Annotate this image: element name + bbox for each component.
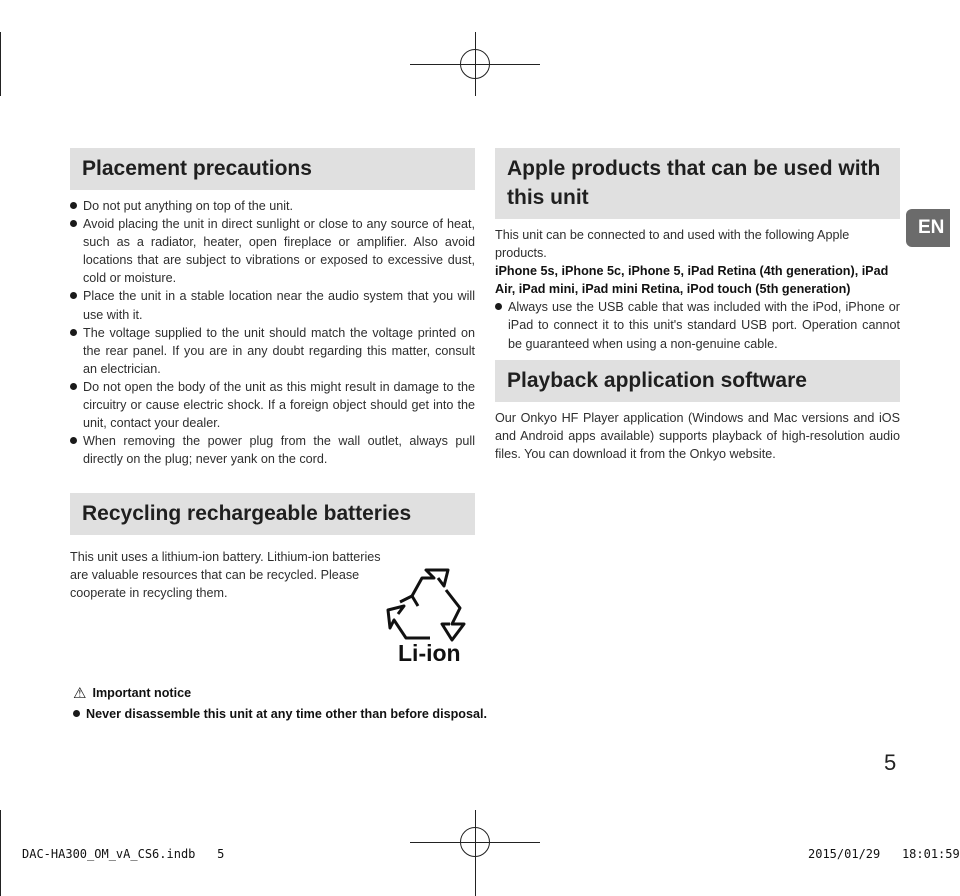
placement-item: When removing the power plug from the wall outlet, always pull directly on the plug; never yank on the cord. — [70, 432, 475, 468]
apple-models: iPhone 5s, iPhone 5c, iPhone 5, iPad Retina (4th generation), iPad Air, iPad mini, iPad mini Retina, iPod touch (5th generation) — [495, 264, 889, 297]
placement-item: Do not put anything on top of the unit. — [70, 197, 475, 215]
apple-intro: This unit can be connected to and used with the following Apple products. — [495, 228, 850, 261]
important-notice-title: Important notice — [92, 686, 192, 700]
recycling-logo — [386, 566, 470, 670]
placement-list-container — [70, 197, 475, 468]
apple-usb-note: Always use the USB cable that was included with the iPod, iPhone or iPad to connect it to this unit's standard USB port. Operation cannot be guaranteed when using a non-genuine cable. — [495, 298, 900, 352]
placement-item: Do not open the body of the unit as this might result in damage to the circuitry or cause electric shock. If a foreign object should get into the unit, contact your dealer. — [70, 378, 475, 432]
li-ion-label: Li-ion — [398, 640, 461, 666]
playback-text: Our Onkyo HF Player application (Windows and Mac versions and iOS and Android apps available) supports playback of high-resolution audio files. You can download it from the Onkyo website. — [495, 411, 900, 462]
crop-mark-top-left — [0, 32, 1, 96]
registration-mark-bottom-circle — [460, 827, 490, 857]
registration-mark-top-circle — [460, 49, 490, 79]
footer-time: 18:01:59 — [901, 847, 960, 861]
placement-item: The voltage supplied to the unit should match the voltage printed on the rear panel. If you are in any doubt regarding this matter, consult an electrician. — [70, 324, 475, 378]
apple-heading: Apple products that can be used with this unit — [495, 148, 900, 219]
placement-heading: Placement precautions — [70, 148, 475, 190]
footer-file — [22, 847, 224, 861]
language-tab: EN — [906, 209, 950, 247]
footer-timestamp — [808, 847, 960, 861]
placement-list — [70, 197, 475, 468]
footer-filename: DAC-HA300_OM_vA_CS6.indb — [22, 847, 196, 861]
important-notice-item: Never disassemble this unit at any time other than before disposal. — [73, 705, 493, 723]
recycling-text: This unit uses a lithium-ion battery. Lithium-ion batteries are valuable resources that can be recycled. Please cooperate in recycling them. — [70, 550, 381, 601]
important-notice — [73, 684, 493, 723]
placement-item: Avoid placing the unit in direct sunlight or close to any source of heat, such as a radiator, heater, open fireplace or amplifier. Also avoid locations that are subject to vibrations or exposed to excessive dust, cold or moisture. — [70, 215, 475, 287]
warning-triangle-icon: ⚠ — [73, 685, 87, 702]
footer-page: 5 — [217, 847, 225, 861]
playback-heading: Playback application software — [495, 360, 900, 402]
page-number: 5 — [884, 750, 897, 775]
recycling-heading: Recycling rechargeable batteries — [70, 493, 475, 535]
footer-date: 2015/01/29 — [808, 847, 881, 861]
crop-mark-bottom-left — [0, 810, 1, 896]
placement-item: Place the unit in a stable location near the audio system that you will use with it. — [70, 287, 475, 323]
apple-section — [495, 226, 900, 353]
recycle-arrows-icon — [386, 566, 470, 642]
